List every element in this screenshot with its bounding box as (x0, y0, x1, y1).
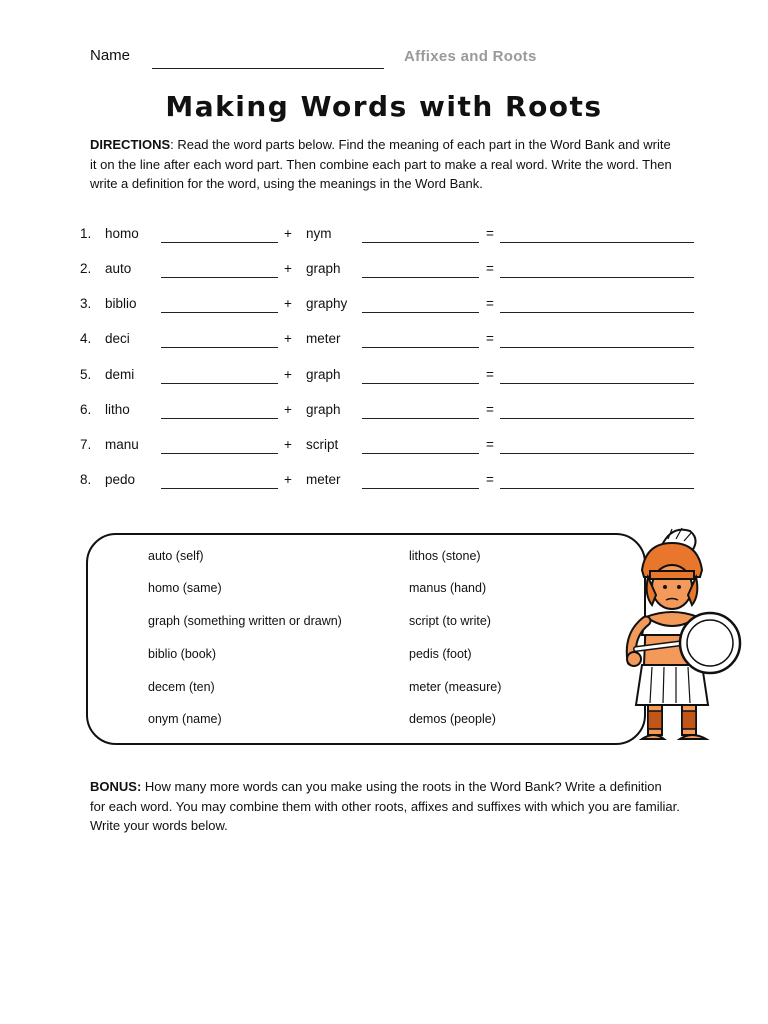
equals-sign: = (486, 226, 494, 241)
plus-sign: + (284, 472, 292, 487)
answer-blank[interactable] (500, 242, 694, 243)
plus-sign: + (284, 261, 292, 276)
second-word-part: graph (306, 402, 341, 417)
plus-sign: + (284, 296, 292, 311)
exercise-number: 3. (80, 296, 92, 311)
exercise-number: 8. (80, 472, 92, 487)
first-word-part: biblio (105, 296, 137, 311)
equals-sign: = (486, 296, 494, 311)
exercise-row (0, 296, 768, 320)
answer-blank[interactable] (500, 312, 694, 313)
word-bank-entry: script (to write) (409, 614, 491, 628)
first-word-part: manu (105, 437, 139, 452)
word-bank-entry: homo (same) (148, 581, 222, 595)
word-bank-entry: auto (self) (148, 549, 204, 563)
equals-sign: = (486, 367, 494, 382)
exercise-number: 2. (80, 261, 92, 276)
exercise-row (0, 226, 768, 250)
bonus-text: How many more words can you make using the roots in the Word Bank? Write a definition for each word. You may combine them with other roots, affixes and suffixes with which you are familiar. Write your words below. (90, 779, 680, 833)
second-meaning-blank[interactable] (362, 383, 479, 384)
exercise-row (0, 472, 768, 496)
name-line[interactable] (152, 68, 384, 69)
exercise-number: 4. (80, 331, 92, 346)
second-meaning-blank[interactable] (362, 418, 479, 419)
answer-blank[interactable] (500, 383, 694, 384)
plus-sign: + (284, 331, 292, 346)
second-meaning-blank[interactable] (362, 242, 479, 243)
exercise-number: 7. (80, 437, 92, 452)
first-meaning-blank[interactable] (161, 488, 278, 489)
second-meaning-blank[interactable] (362, 488, 479, 489)
first-meaning-blank[interactable] (161, 383, 278, 384)
first-meaning-blank[interactable] (161, 347, 278, 348)
answer-blank[interactable] (500, 488, 694, 489)
first-word-part: auto (105, 261, 132, 276)
exercise-row (0, 261, 768, 285)
bonus (90, 777, 680, 836)
first-meaning-blank[interactable] (161, 418, 278, 419)
word-bank-entry: demos (people) (409, 712, 496, 726)
second-word-part: nym (306, 226, 332, 241)
directions-text: : Read the word parts below. Find the meaning of each part in the Word Bank and write it on the line after each word part. Then combine each part to make a real word. Write the word. Then write a definition for the word, using the meanings in the Word Bank. (90, 137, 672, 191)
exercise-row (0, 437, 768, 461)
second-meaning-blank[interactable] (362, 277, 479, 278)
equals-sign: = (486, 472, 494, 487)
equals-sign: = (486, 331, 494, 346)
word-bank-entry: lithos (stone) (409, 549, 481, 563)
exercise-number: 6. (80, 402, 92, 417)
word-bank-entry: manus (hand) (409, 581, 487, 595)
exercise-row (0, 402, 768, 426)
first-word-part: litho (105, 402, 130, 417)
first-meaning-blank[interactable] (161, 312, 278, 313)
plus-sign: + (284, 402, 292, 417)
plus-sign: + (284, 437, 292, 452)
subject-label: Affixes and Roots (404, 48, 537, 65)
directions (90, 135, 680, 194)
second-word-part: graph (306, 367, 341, 382)
first-meaning-blank[interactable] (161, 277, 278, 278)
word-bank-entry: meter (measure) (409, 680, 502, 694)
exercise-number: 5. (80, 367, 92, 382)
greek-warrior-icon (612, 525, 752, 760)
first-word-part: deci (105, 331, 130, 346)
directions-label: DIRECTIONS (90, 137, 171, 152)
equals-sign: = (486, 402, 494, 417)
plus-sign: + (284, 367, 292, 382)
second-meaning-blank[interactable] (362, 453, 479, 454)
second-word-part: meter (306, 331, 341, 346)
first-word-part: demi (105, 367, 135, 382)
second-word-part: meter (306, 472, 341, 487)
word-bank-entry: biblio (book) (148, 647, 217, 661)
second-meaning-blank[interactable] (362, 312, 479, 313)
first-word-part: pedo (105, 472, 136, 487)
plus-sign: + (284, 226, 292, 241)
exercise-row (0, 331, 768, 355)
first-meaning-blank[interactable] (161, 242, 278, 243)
answer-blank[interactable] (500, 418, 694, 419)
page-title: Making Words with Roots (165, 90, 603, 123)
word-bank-entry: decem (ten) (148, 680, 215, 694)
answer-blank[interactable] (500, 347, 694, 348)
bonus-label: BONUS: (90, 779, 142, 794)
second-word-part: script (306, 437, 339, 452)
word-bank-entry: graph (something written or drawn) (148, 614, 342, 628)
exercise-number: 1. (80, 226, 92, 241)
equals-sign: = (486, 261, 494, 276)
first-meaning-blank[interactable] (161, 453, 278, 454)
name-label: Name (90, 47, 131, 64)
word-bank-entry: pedis (foot) (409, 647, 472, 661)
equals-sign: = (486, 437, 494, 452)
answer-blank[interactable] (500, 453, 694, 454)
first-word-part: homo (105, 226, 139, 241)
answer-blank[interactable] (500, 277, 694, 278)
second-meaning-blank[interactable] (362, 347, 479, 348)
exercise-row (0, 367, 768, 391)
word-bank-entry: onym (name) (148, 712, 222, 726)
second-word-part: graph (306, 261, 341, 276)
second-word-part: graphy (306, 296, 348, 311)
